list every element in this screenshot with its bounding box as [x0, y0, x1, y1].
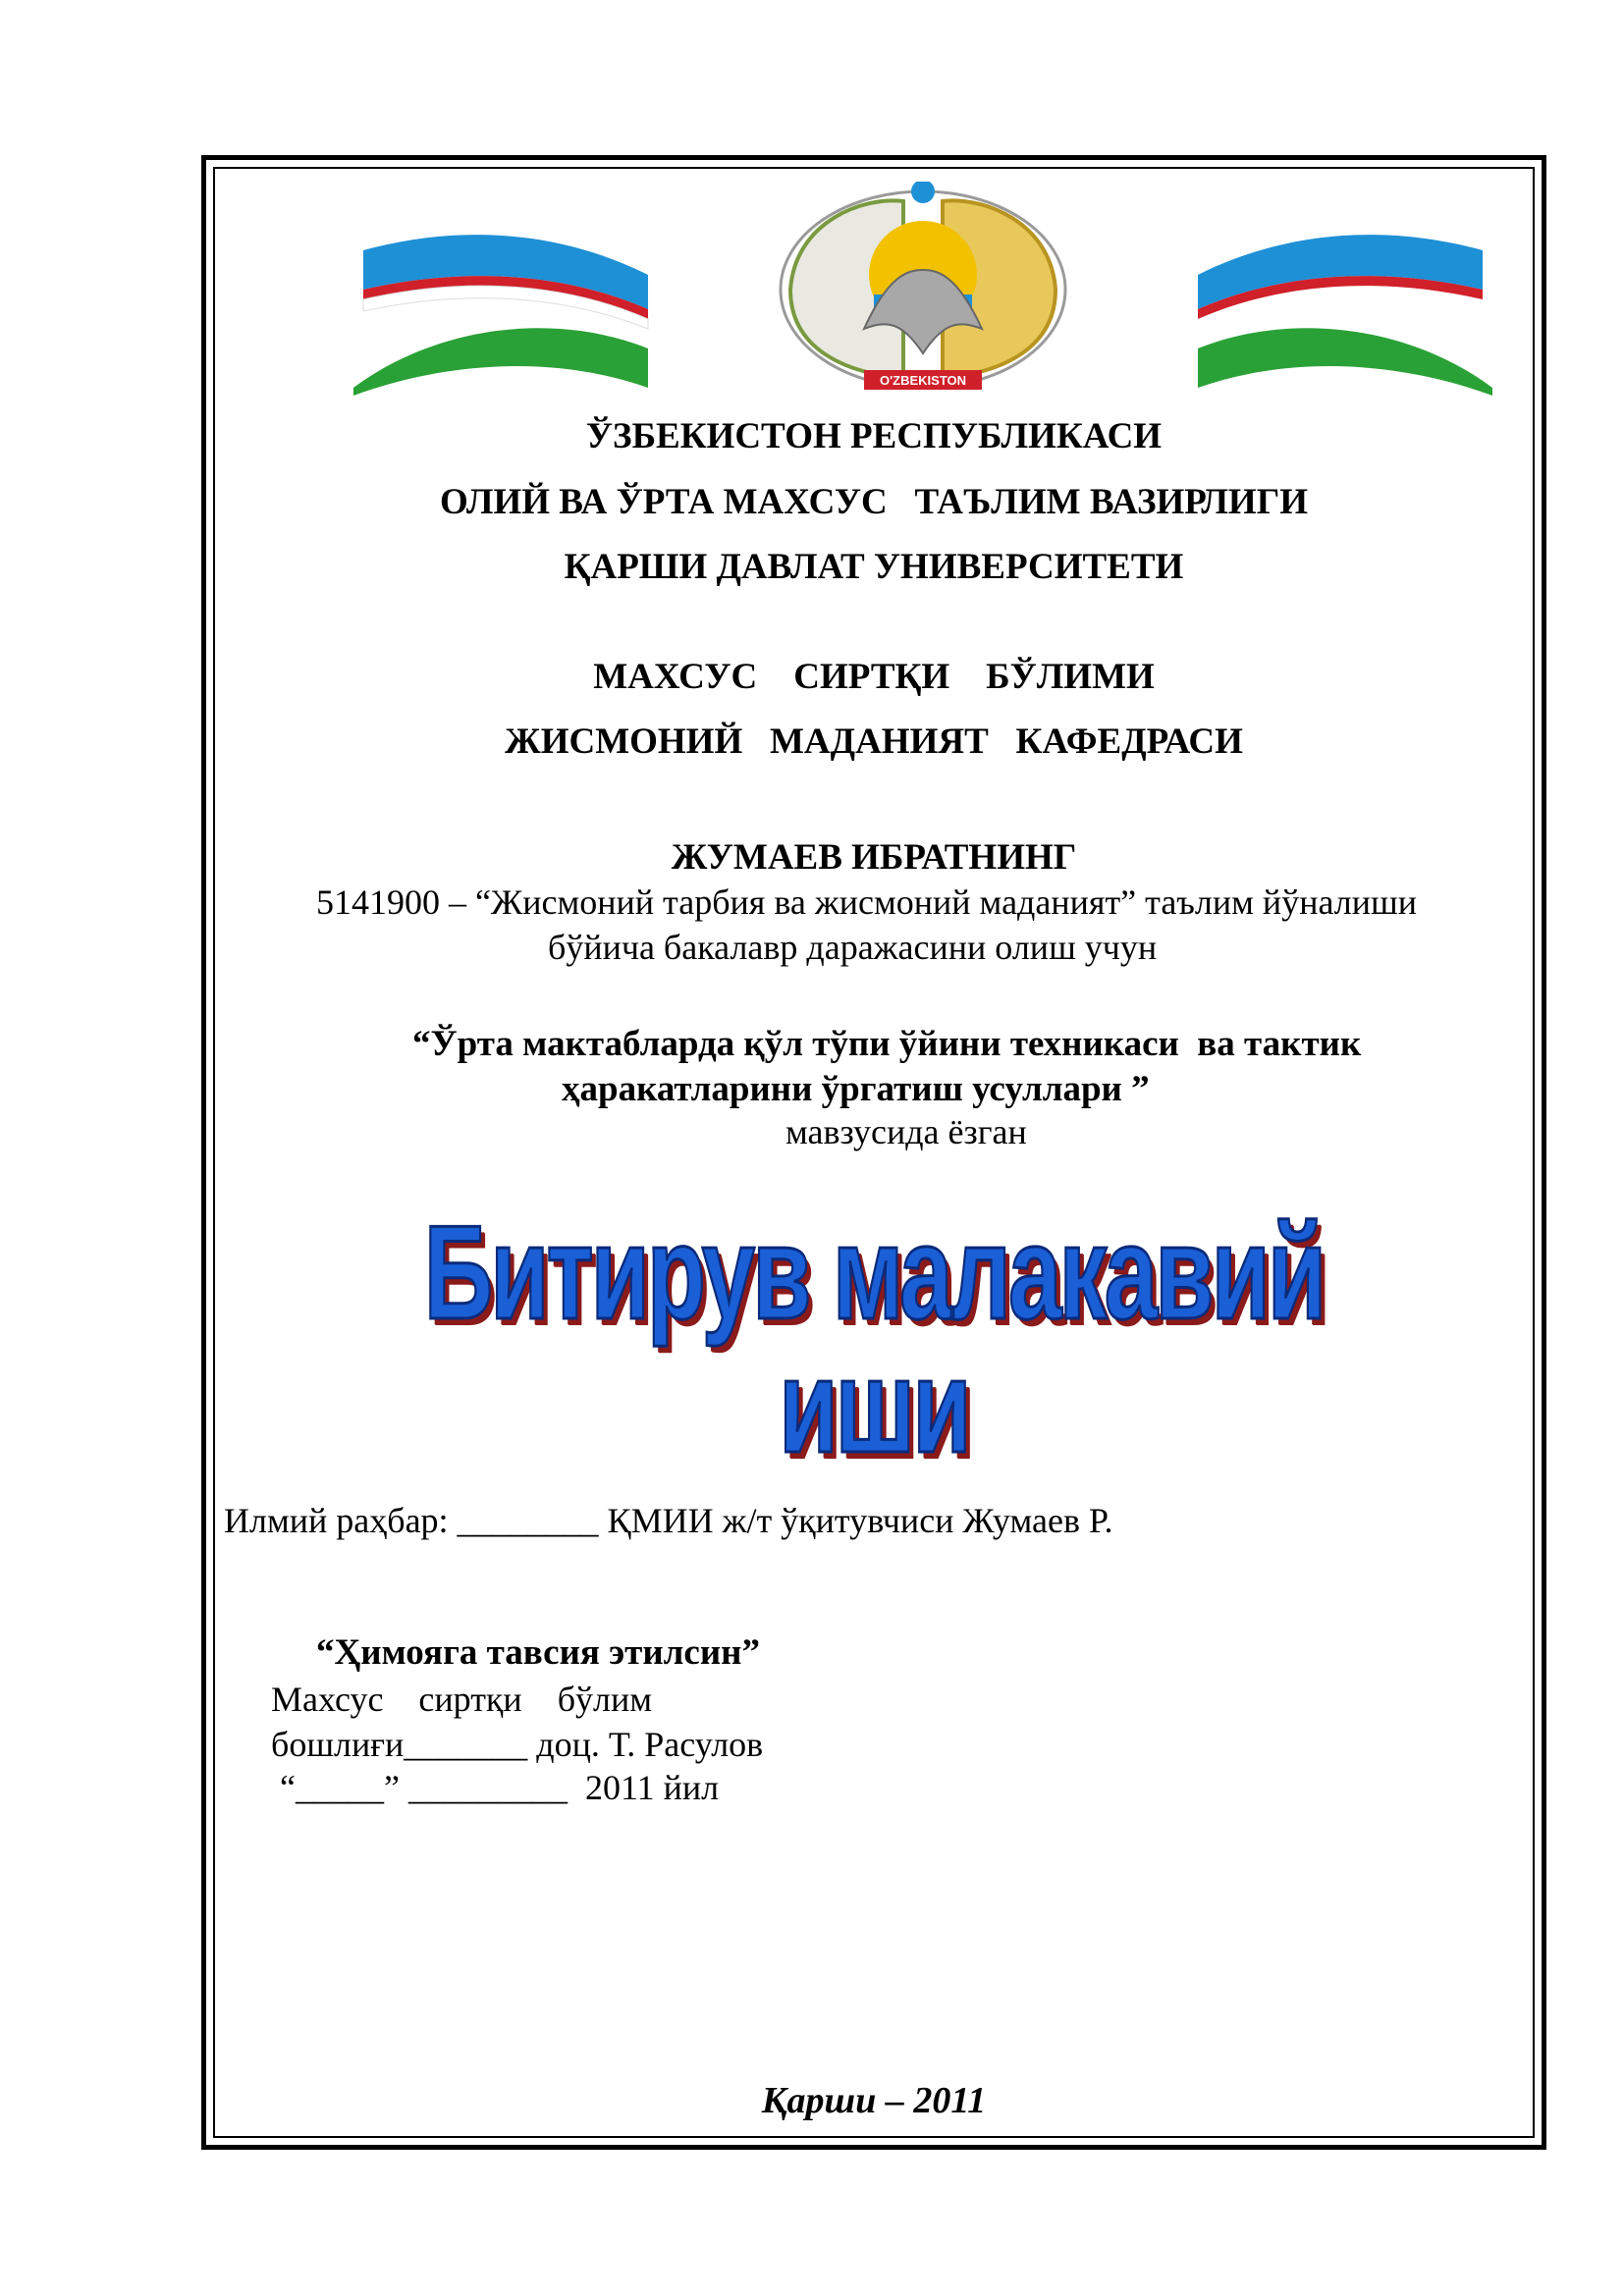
emblem-ribbon-label: O'ZBEKISTON	[879, 373, 967, 388]
university-heading: ҚАРШИ ДАВЛАТ УНИВЕРСИТЕТИ	[564, 547, 1184, 587]
chair-heading: ЖИСМОНИЙ МАДАНИЯТ КАФЕДРАСИ	[505, 721, 1243, 762]
topic-line-1: “Ўрта мактабларда қўл тўпи ўйини техникаси ва тактик	[412, 1024, 1362, 1064]
topic-line-3: мавзусида ёзган	[785, 1112, 1027, 1151]
department-heading: МАХСУС СИРТҚИ БЎЛИМИ	[593, 657, 1155, 697]
supervisor-line: Илмий раҳбар: ________ ҚМИИ ж/т ўқитувчиси Жумаев Р.	[224, 1501, 1113, 1540]
approval-line-2: бошлиғи_______ доц. Т. Расулов	[271, 1725, 764, 1764]
degree-line-2: бўйича бакалавр даражасини олиш учун	[548, 928, 1158, 967]
ministry-heading: ОЛИЙ ВА ЎРТА МАХСУС ТАЪЛИМ ВАЗИРЛИГИ	[439, 482, 1309, 522]
approval-heading: “Ҳимояга тавсия этилсин”	[316, 1632, 760, 1673]
topic-line-2: ҳаракатларини ўргатиш усуллари ”	[562, 1069, 1150, 1109]
approval-date-line: “_____” _________ 2011 йил	[271, 1768, 720, 1807]
republic-heading: ЎЗБЕКИСТОН РЕСПУБЛИКАСИ	[585, 416, 1163, 456]
degree-line-1: 5141900 – “Жисмоний тарбия ва жисмоний маданият” таълим йўналиши	[316, 882, 1417, 922]
work-title-wordart: Битирув малакавий иши	[423, 1198, 1325, 1480]
footer-city-year: Қарши – 2011	[761, 2080, 987, 2121]
approval-line-1: Махсус сиртқи бўлим	[271, 1680, 653, 1719]
page-border-inner	[213, 167, 1535, 2138]
state-emblem-with-flag-ribbon	[353, 182, 1492, 398]
author-name: ЖУМАЕВ ИБРАТНИНГ	[671, 837, 1077, 878]
